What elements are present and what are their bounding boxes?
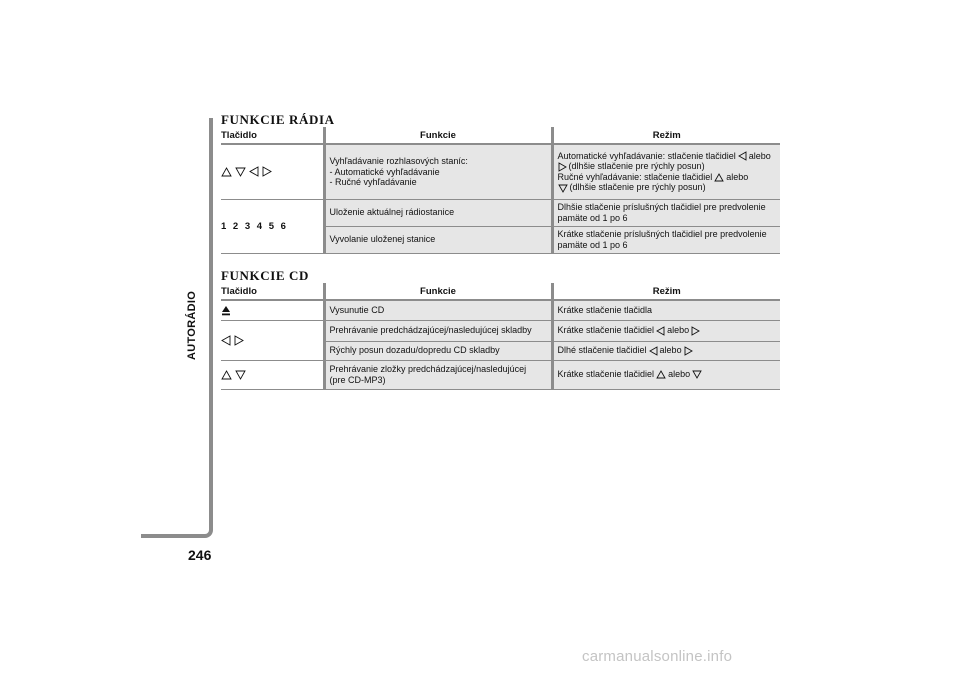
mode-text: Ručné vyhľadávanie: stlačenie tlačidiel — [557, 171, 713, 182]
column-header-mode: Režim — [552, 127, 780, 144]
triangle-down-icon — [235, 370, 246, 380]
mode-text: alebo — [667, 325, 690, 336]
page-number: 246 — [188, 547, 212, 563]
triangle-down-icon — [692, 370, 702, 379]
triangle-down-icon — [235, 167, 246, 177]
mode-text: Automatické vyhľadávanie: stlačenie tlačidiel — [557, 150, 736, 161]
function-text: - Ručné vyhľadávanie — [329, 177, 417, 187]
button-cell — [221, 199, 324, 253]
function-cell: Prehrávanie predchádzajúcej/nasledujúcej skladby — [324, 320, 552, 341]
button-cell — [221, 320, 324, 360]
function-text: (pre CD-MP3) — [329, 374, 386, 385]
mode-cell — [552, 360, 780, 389]
triangle-up-icon — [656, 370, 666, 379]
mode-text: Krátke stlačenie tlačidiel — [557, 325, 655, 336]
function-text: Prehrávanie zložky predchádzajúcej/nasledujúcej — [329, 364, 527, 374]
radio-functions-section — [221, 113, 780, 254]
table-row — [221, 199, 780, 226]
function-cell: Vysunutie CD — [324, 300, 552, 320]
section-title: FUNKCIE CD — [221, 268, 309, 283]
column-header-function: Funkcie — [324, 283, 552, 300]
mode-text: alebo — [668, 369, 691, 380]
table-row — [221, 300, 780, 320]
mode-text: alebo — [726, 171, 749, 182]
function-text: Vyhľadávanie rozhlasových staníc: — [329, 156, 468, 166]
function-text: - Automatické vyhľadávanie — [329, 166, 440, 177]
mode-text: Krátke stlačenie príslušných tlačidiel pre predvolenie — [557, 229, 767, 239]
triangle-left-icon — [249, 166, 259, 177]
triangle-left-icon — [649, 346, 658, 356]
mode-cell — [552, 341, 780, 360]
radio-functions-table — [221, 127, 780, 254]
column-header-mode: Režim — [552, 283, 780, 300]
triangle-right-icon — [691, 326, 700, 336]
watermark-text: carmanualsonline.info — [582, 648, 733, 665]
triangle-left-icon — [656, 326, 665, 336]
eject-icon — [221, 305, 231, 316]
mode-text: pamäte od 1 po 6 — [557, 239, 628, 250]
table-row — [221, 144, 780, 199]
function-cell: Uloženie aktuálnej rádiostanice — [324, 199, 552, 226]
function-cell — [324, 360, 552, 389]
table-header-row — [221, 283, 780, 300]
mode-cell — [552, 226, 780, 253]
triangle-down-icon — [558, 184, 568, 193]
table-row — [221, 360, 780, 389]
triangle-up-icon — [221, 370, 232, 380]
preset-buttons-label: 1 2 3 4 5 6 — [221, 220, 288, 232]
column-header-button: Tlačidlo — [221, 127, 324, 144]
margin-bracket-line — [141, 118, 213, 538]
cd-functions-table — [221, 283, 780, 390]
chapter-label: AUTORÁDIO — [186, 290, 198, 360]
triangle-right-icon — [558, 162, 567, 172]
triangle-left-icon — [221, 335, 231, 346]
triangle-left-icon — [738, 151, 747, 161]
column-header-button: Tlačidlo — [221, 283, 324, 300]
triangle-right-icon — [684, 346, 693, 356]
mode-text: (dlhšie stlačenie pre rýchly posun) — [569, 182, 706, 193]
mode-cell — [552, 144, 780, 199]
table-header-row — [221, 127, 780, 144]
mode-text: pamäte od 1 po 6 — [557, 212, 628, 223]
cd-functions-section — [221, 269, 780, 390]
triangle-up-icon — [221, 167, 232, 177]
function-cell: Rýchly posun dozadu/dopredu CD skladby — [324, 341, 552, 360]
table-row — [221, 320, 780, 341]
mode-text: Dlhšie stlačenie príslušných tlačidiel pre predvolenie — [557, 202, 766, 212]
function-cell: Vyvolanie uloženej stanice — [324, 226, 552, 253]
column-header-function: Funkcie — [324, 127, 552, 144]
button-cell — [221, 144, 324, 199]
triangle-right-icon — [262, 166, 272, 177]
function-cell — [324, 144, 552, 199]
triangle-up-icon — [714, 173, 724, 182]
mode-cell — [552, 199, 780, 226]
mode-text: (dlhšie stlačenie pre rýchly posun) — [568, 161, 705, 172]
mode-text: Dlhé stlačenie tlačidiel — [557, 345, 647, 356]
mode-text: alebo — [748, 150, 771, 161]
button-cell — [221, 300, 324, 320]
mode-cell — [552, 320, 780, 341]
triangle-right-icon — [234, 335, 244, 346]
mode-cell: Krátke stlačenie tlačidla — [552, 300, 780, 320]
mode-text: Krátke stlačenie tlačidiel — [557, 369, 655, 380]
button-cell — [221, 360, 324, 389]
mode-text: alebo — [659, 345, 682, 356]
section-title: FUNKCIE RÁDIA — [221, 112, 335, 127]
